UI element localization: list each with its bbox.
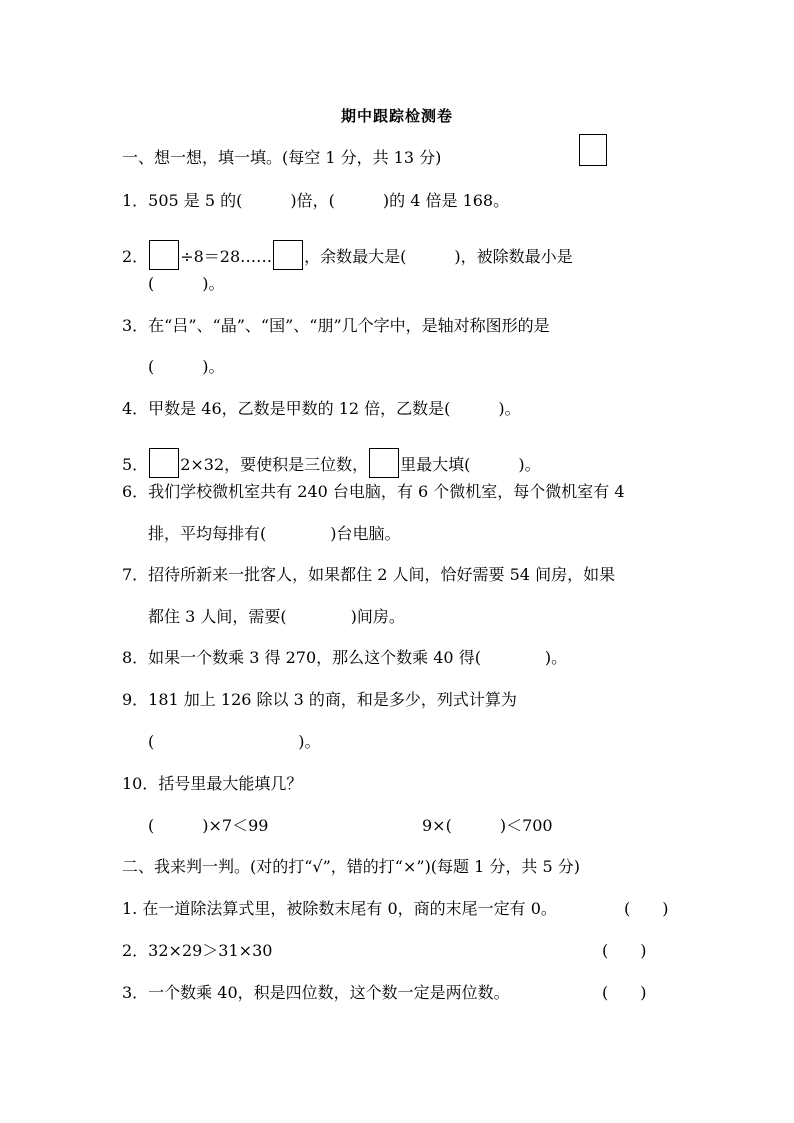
question-1: 1．505 是 5 的( )倍，( )的 4 倍是 168。 (122, 191, 510, 210)
question-9: 9．181 加上 126 除以 3 的商，和是多少，列式计算为 (122, 690, 517, 709)
question-5 (122, 448, 541, 478)
score-box[interactable] (579, 134, 607, 166)
question-2-continuation: ( )。 (148, 274, 225, 293)
remainder-answer-box[interactable] (273, 240, 303, 270)
page-title: 期中跟踪检测卷 (340, 107, 453, 125)
question-10: 10．括号里最大能填几？ (122, 774, 303, 793)
question-5-number: 5． (122, 455, 149, 474)
dividend-answer-box[interactable] (149, 240, 179, 270)
question-2-text: ，余数最大是( )，被除数最小是 (304, 247, 573, 266)
question-10-part-a: ( )×7＜99 (148, 816, 269, 835)
question-7-continuation: 都住 3 人间，需要( )间房。 (148, 607, 405, 626)
question-9-continuation: ( )。 (148, 732, 321, 751)
question-7: 7．招待所新来一批客人，如果都住 2 人间，恰好需要 54 间房，如果 (122, 565, 616, 584)
section-2-heading: 二、我来判一判。(对的打“√”，错的打“×”)(每题 1 分，共 5 分) (122, 857, 580, 876)
question-6-continuation: 排，平均每排有( )台电脑。 (148, 524, 401, 543)
judgment-2-answer[interactable]: ( ) (602, 941, 647, 960)
question-2 (122, 240, 573, 270)
section-1-heading: 一、想一想，填一填。(每空 1 分，共 13 分) (122, 148, 442, 167)
question-3-continuation: ( )。 (148, 357, 225, 376)
judgment-1-answer[interactable]: ( ) (624, 899, 669, 918)
digit-answer-box-reference (369, 448, 399, 478)
question-3: 3．在“吕”、“晶”、“国”、“朋”几个字中，是轴对称图形的是 (122, 316, 550, 335)
judgment-2: 2．32×29＞31×30 (122, 941, 273, 960)
question-6: 6．我们学校微机室共有 240 台电脑，有 6 个微机室，每个微机室有 4 (122, 482, 625, 501)
question-10-part-b: 9×( )＜700 (422, 816, 553, 835)
question-2-number: 2． (122, 247, 149, 266)
judgment-1: 1. 在一道除法算式里，被除数末尾有 0，商的末尾一定有 0。 (122, 899, 557, 918)
question-4: 4．甲数是 46，乙数是甲数的 12 倍，乙数是( )。 (122, 399, 521, 418)
question-8: 8．如果一个数乘 3 得 270，那么这个数乘 40 得( )。 (122, 648, 568, 667)
judgment-3: 3．一个数乘 40，积是四位数，这个数一定是两位数。 (122, 983, 510, 1002)
question-5-expression: 2×32，要使积是三位数， (180, 455, 369, 474)
question-2-equation: ÷8＝28…… (180, 247, 273, 266)
question-5-text: 里最大填( )。 (400, 455, 541, 474)
judgment-3-answer[interactable]: ( ) (602, 983, 647, 1002)
digit-answer-box[interactable] (149, 448, 179, 478)
